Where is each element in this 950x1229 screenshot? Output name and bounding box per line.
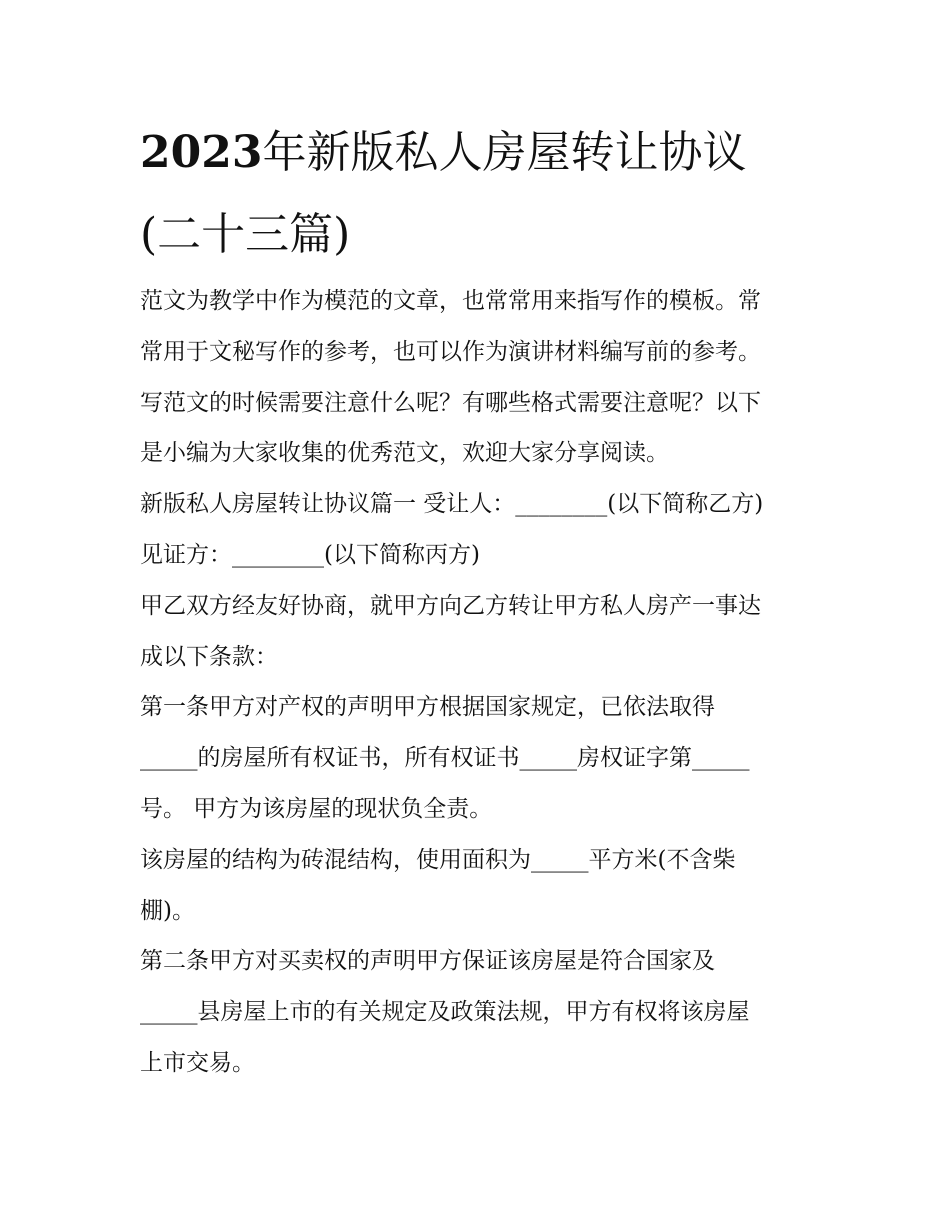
body-line: 该房屋的结构为砖混结构，使用面积为_____平方米(不含柴: [140, 846, 736, 873]
body-line: _____县房屋上市的有关规定及政策法规，甲方有权将该房屋: [140, 999, 750, 1026]
document-title: [140, 112, 830, 276]
body-line: 是小编为大家收集的优秀范文，欢迎大家分享阅读。: [140, 440, 669, 467]
body-line: 见证方：________(以下简称丙方): [140, 541, 480, 568]
title-year: 2023: [140, 127, 263, 178]
title-main: 年新版私人房屋转让协议: [262, 127, 747, 178]
body-line: 号。 甲方为该房屋的现状负全责。: [140, 795, 493, 822]
body-line: _____的房屋所有权证书，所有权证书_____房权证字第_____: [140, 745, 750, 772]
document-body: [140, 276, 820, 1089]
body-line: 第二条甲方对买卖权的声明甲方保证该房屋是符合国家及: [140, 948, 715, 975]
body-line: 甲乙双方经友好协商，就甲方向乙方转让甲方私人房产一事达: [140, 592, 761, 619]
body-line: 棚)。: [140, 897, 195, 924]
body-line: 成以下条款：: [140, 643, 278, 670]
body-line: 写范文的时候需要注意什么呢？有哪些格式需要注意呢？以下: [140, 389, 761, 416]
body-line: 上市交易。: [140, 1049, 255, 1076]
body-line: 新版私人房屋转让协议篇一 受让人：________(以下简称乙方): [140, 491, 764, 518]
body-line: 范文为教学中作为模范的文章，也常常用来指写作的模板。常: [140, 288, 761, 314]
body-line: 第一条甲方对产权的声明甲方根据国家规定，已依法取得: [140, 694, 715, 721]
title-subtitle: (二十三篇): [140, 209, 351, 260]
body-line: 常用于文秘写作的参考，也可以作为演讲材料编写前的参考。: [140, 338, 761, 365]
